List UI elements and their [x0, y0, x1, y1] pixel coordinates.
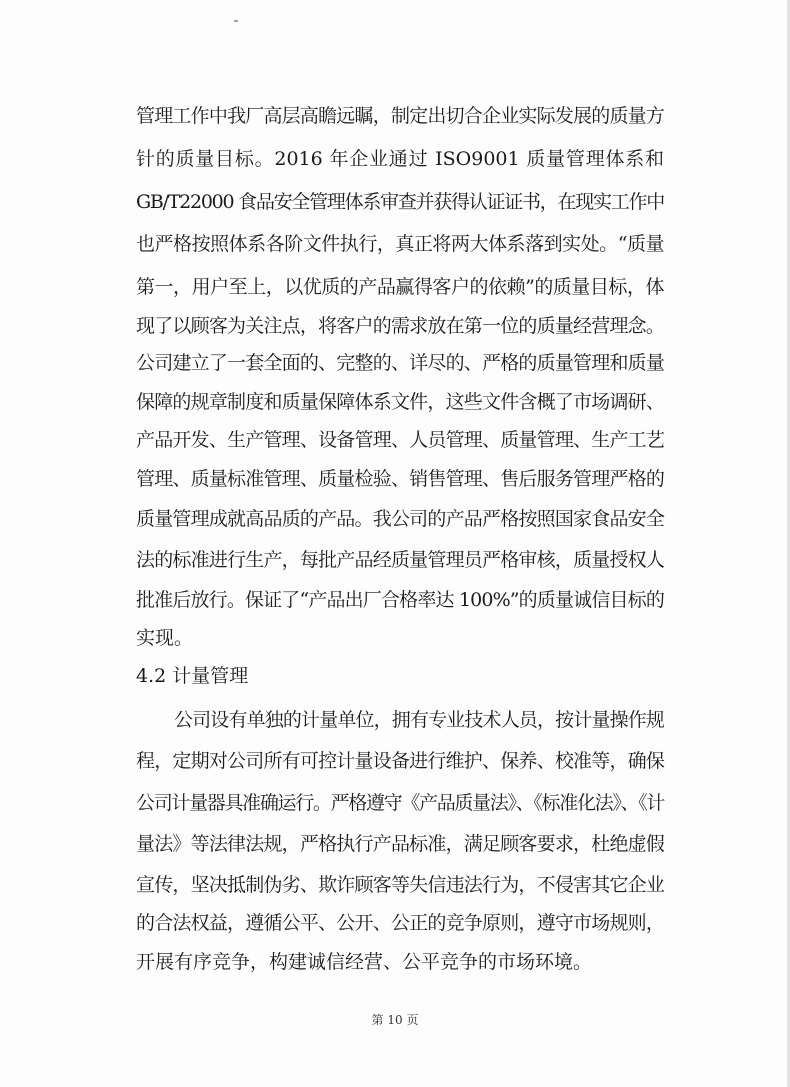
body-line: 也严格按照体系各阶文件执行，真正将两大体系落到实处。“质量 [136, 233, 664, 255]
body-line: 管理工作中我厂高层高瞻远瞩，制定出切合企业实际发展的质量方 [136, 105, 665, 127]
body-line: 开展有序竞争，构建诚信经营、公平竞争的市场环境。 [136, 951, 593, 973]
body-line: 公司建立了一套全面的、完整的、详尽的、严格的质量管理和质量 [136, 352, 665, 374]
body-line: 公司计量器具准确运行。严格遵守《产品质量法》、《标准化法》、《计 [136, 792, 665, 814]
body-line: GB/T22000 食品安全管理体系审查并获得认证证书，在现实工作中 [136, 191, 664, 213]
body-line: 产品开发、生产管理、设备管理、人员管理、质量管理、生产工艺 [136, 429, 665, 451]
body-line: 实现。 [136, 627, 194, 649]
body-line: 宣传，坚决抵制伪劣、欺诈顾客等失信违法行为，不侵害其它企业 [136, 874, 665, 896]
body-line: 公司设有单独的计量单位，拥有专业技术人员，按计量操作规 [174, 709, 665, 731]
section-heading: 4.2 计量管理 [136, 665, 249, 687]
page-number: 第 10 页 [371, 1013, 419, 1027]
body-line: 批准后放行。保证了“产品出厂合格率达 100%”的质量诚信目标的 [136, 589, 664, 611]
body-line: 第一，用户至上，以优质的产品赢得客户的依赖”的质量目标，体 [136, 276, 664, 298]
body-line: 保障的规章制度和质量保障体系文件，这些文件含概了市场调研、 [136, 391, 665, 413]
scan-speck [234, 20, 238, 22]
body-line: 的合法权益，遵循公平、公开、公正的竞争原则，遵守市场规则， [136, 912, 665, 934]
body-line: 法的标准进行生产，每批产品经质量管理员严格审核，质量授权人 [136, 549, 665, 571]
body-line: 量法》等法律法规，严格执行产品标准，满足顾客要求，杜绝虚假 [136, 833, 665, 855]
body-line: 程，定期对公司所有可控计量设备进行维护、保养、校准等，确保 [136, 750, 665, 772]
body-line: 管理、质量标准管理、质量检验、销售管理、售后服务管理严格的 [136, 468, 665, 490]
body-line: 针的质量目标。2016 年企业通过 ISO9001 质量管理体系和 [136, 148, 664, 170]
body-line: 质量管理成就高品质的产品。我公司的产品严格按照国家食品安全 [136, 508, 665, 530]
body-line: 现了以顾客为关注点，将客户的需求放在第一位的质量经营理念。 [136, 315, 665, 337]
